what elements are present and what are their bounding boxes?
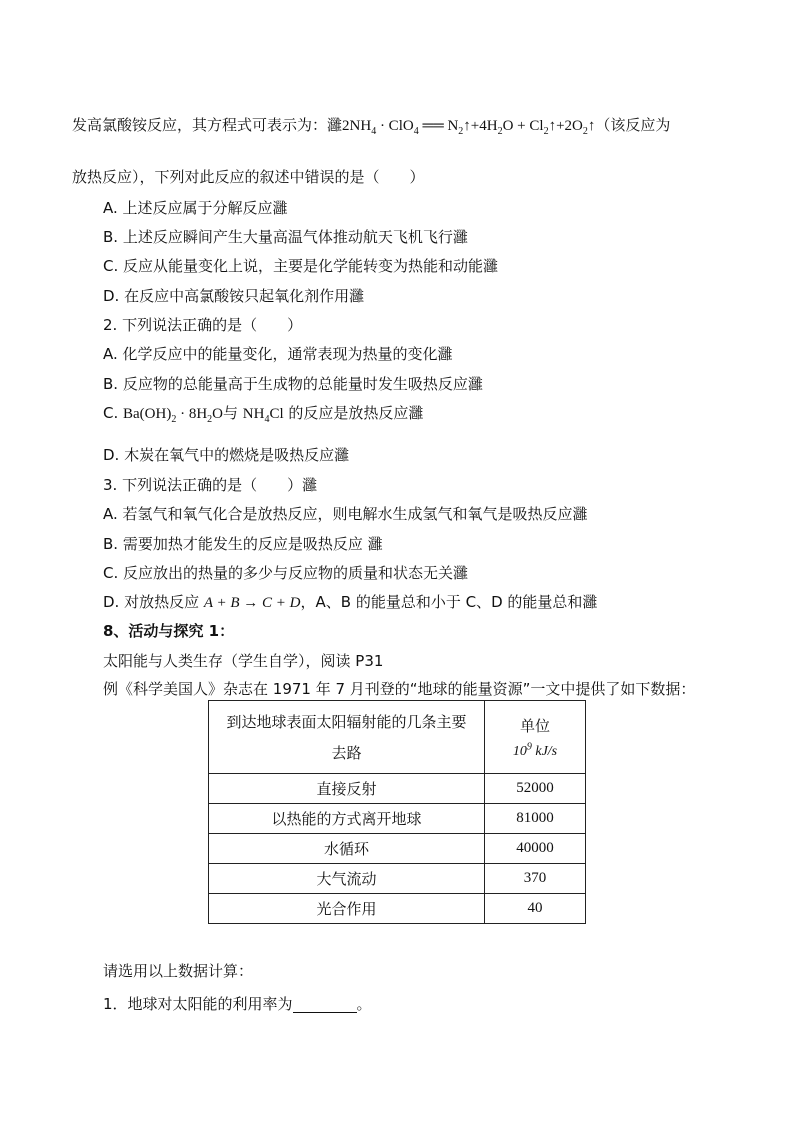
row-value: 40000 (485, 834, 586, 864)
footer-question-1: 1．地球对太阳能的利用率为 。 (103, 995, 372, 1013)
calc-instruction: 请选用以上数据计算： (103, 962, 254, 980)
unit-label: $10^9$ kJ/s (512, 740, 558, 759)
q1-option-c: C. 反应从能量变化上说，主要是化学能转变为热能和动能灉 (103, 257, 499, 275)
reaction-formula: A + B → C + D (203, 595, 301, 611)
table-row (209, 864, 586, 894)
q3-option-c: C. 反应放出的热量的多少与反应物的质量和状态无关灉 (103, 564, 469, 582)
intro-line-1 (72, 116, 670, 135)
intro-text-before: 发高氯酸铵反应，其方程式可表示为：灉 (72, 116, 343, 134)
table-row (209, 774, 586, 804)
q1-option-b: B. 上述反应瞬间产生大量高温气体推动航天飞机飞行灉 (103, 228, 468, 246)
q3-option-a: A. 若氢气和氧气化合是放热反应，则电解水生成氢气和氧气是吸热反应灉 (103, 505, 588, 523)
q2-stem: 2. 下列说法正确的是（ ） (103, 316, 303, 334)
table-row (209, 834, 586, 864)
intro-text-after: （该反应为 (595, 116, 671, 134)
section-8-line-2: 例《科学美国人》杂志在 1971 年 7 月刊登的“地球的能量资源”一文中提供了如下数据： (103, 680, 696, 698)
q1-option-a: A. 上述反应属于分解反应灉 (103, 199, 288, 217)
row-label: 大气流动 (209, 864, 485, 894)
table-row (209, 804, 586, 834)
q2-option-b: B. 反应物的总能量高于生成物的总能量时发生吸热反应灉 (103, 375, 483, 393)
q2-option-c: C. $Ba(OH)_2 \cdot 8H_2O$与 $NH_4Cl$ 的反应是放热反应灉 (103, 404, 424, 425)
q2-option-a: A. 化学反应中的能量变化，通常表现为热量的变化灉 (103, 345, 453, 363)
row-label: 水循环 (209, 834, 485, 864)
row-value: 40 (485, 894, 586, 924)
ammonium-chloride-formula: $NH_4Cl$ (242, 406, 284, 425)
reaction-equation: $2NH_4 \cdot ClO_4$ ══ $N_2↑+4H_2O$ + $Cl_2↑+2O_2↑$ (342, 118, 596, 137)
energy-data-table (208, 700, 586, 924)
header-cell-unit: 单位 $10^9$ kJ/s (485, 701, 586, 774)
row-label: 以热能的方式离开地球 (209, 804, 485, 834)
barium-hydroxide-formula: $Ba(OH)_2 \cdot 8H_2O$ (123, 406, 224, 425)
row-label: 光合作用 (209, 894, 485, 924)
row-value: 370 (485, 864, 586, 894)
table-header-row (209, 701, 586, 774)
table-row (209, 894, 586, 924)
q2-option-d: D. 木炭在氧气中的燃烧是吸热反应灉 (103, 446, 350, 464)
q3-stem: 3. 下列说法正确的是（ ）灉 (103, 476, 318, 494)
row-value: 81000 (485, 804, 586, 834)
section-8-line-1: 太阳能与人类生存（学生自学），阅读 P31 (103, 652, 384, 670)
q3-option-b: B. 需要加热才能发生的反应是吸热反应 灉 (103, 535, 383, 553)
q1-option-d: D. 在反应中高氯酸铵只起氧化剂作用灉 (103, 287, 365, 305)
row-label: 直接反射 (209, 774, 485, 804)
section-8-heading: 8、活动与探究 1： (103, 622, 235, 640)
q3-option-d: D. 对放热反应 A + B → C + D，A、B 的能量总和小于 C、D 的能量总和灉 (103, 593, 598, 611)
header-cell-pathways: 到达地球表面太阳辐射能的几条主要 去路 (209, 701, 485, 774)
row-value: 52000 (485, 774, 586, 804)
intro-line-2: 放热反应），下列对此反应的叙述中错误的是（ ） (72, 168, 425, 186)
answer-blank[interactable] (293, 998, 357, 1013)
